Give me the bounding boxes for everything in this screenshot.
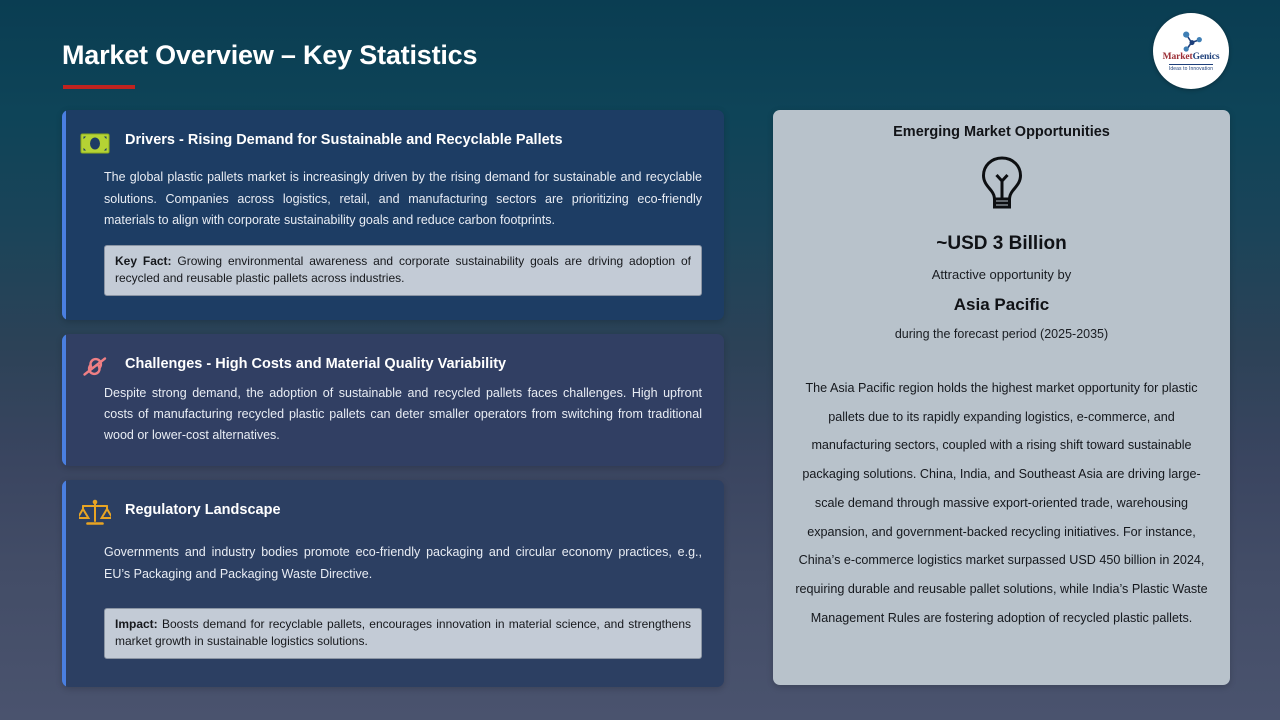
- brand-logo: [1153, 13, 1229, 89]
- money-banknote-icon: [78, 128, 112, 158]
- panel-title: Emerging Market Opportunities: [893, 124, 1110, 140]
- card-accent-bar: [62, 110, 66, 320]
- region-name: Asia Pacific: [953, 295, 1050, 314]
- scales-of-justice-icon: [78, 498, 112, 528]
- card-body-text: Governments and industry bodies promote eco-friendly packaging and circular economy practices, e.g., EU’s Packaging and Packaging Waste Directive.: [104, 545, 702, 581]
- forecast-period: during the forecast period (2025-2035): [894, 327, 1109, 341]
- callout-label: Impact:: [115, 616, 158, 631]
- card-body-text: Despite strong demand, the adoption of sustainable and recycled pallets faces challenges. High upfront costs of manufacturing recycled plastic pallets can deter smaller operators from switching from traditional wood or lower-cost alternatives.: [104, 386, 702, 442]
- molecule-node-icon: [1178, 30, 1204, 52]
- card-accent-bar: [62, 480, 66, 687]
- callout-text: Growing environmental awareness and corporate sustainability goals are driving adoption of recycled and reusable plastic pallets across industries.: [115, 253, 691, 285]
- card-challenges: [62, 334, 724, 466]
- card-regulatory: [62, 480, 724, 687]
- key-fact-callout: [104, 245, 702, 297]
- card-body-text: The global plastic pallets market is increasingly driven by the rising demand for sustainable and recyclable solutions. Companies across logistics, retail, and manufacturing sectors are prioritizing eco-friendly materials to align with corporate sustainability goals and reduce carbon footprints.: [104, 170, 702, 227]
- card-title: Regulatory Landscape: [125, 502, 281, 518]
- broken-link-icon: [78, 352, 112, 382]
- emerging-opportunities-panel: [773, 110, 1230, 685]
- market-figure: ~USD 3 Billion: [936, 233, 1067, 254]
- impact-callout: [104, 608, 702, 660]
- callout-label: Key Fact:: [115, 253, 172, 268]
- card-title: Challenges - High Costs and Material Quality Variability: [125, 356, 507, 372]
- title-underline-rule: [63, 85, 135, 89]
- lightbulb-icon: [791, 154, 1212, 212]
- brand-tagline: Ideas to Innovation: [1168, 65, 1214, 72]
- card-title: Drivers - Rising Demand for Sustainable and Recyclable Pallets: [125, 132, 563, 148]
- brand-name: MarketGenics: [1162, 52, 1220, 63]
- card-drivers: [62, 110, 724, 320]
- page-title: Market Overview – Key Statistics: [62, 40, 478, 70]
- callout-text: Boosts demand for recyclable pallets, encourages innovation in material science, and strengthens market growth in sustainable logistics solutions.: [115, 616, 691, 648]
- opportunity-subtitle: Attractive opportunity by: [931, 267, 1072, 282]
- card-accent-bar: [62, 334, 66, 466]
- panel-paragraph: The Asia Pacific region holds the highest market opportunity for plastic pallets due to its rapidly expanding logistics, e-commerce, and manufacturing sectors, coupled with a rising shift toward sustainable packaging solutions. China, India, and Southeast Asia are driving large-scale demand through massive export-oriented trade, warehousing expansion, and government-backed recycling initiatives. For instance, China’s e-commerce logistics market surpassed USD 450 billion in 2024, requiring durable and reusable pallet solutions, while India’s Plastic Waste Management Rules are fostering adoption of recycled plastic pallets.: [795, 381, 1208, 625]
